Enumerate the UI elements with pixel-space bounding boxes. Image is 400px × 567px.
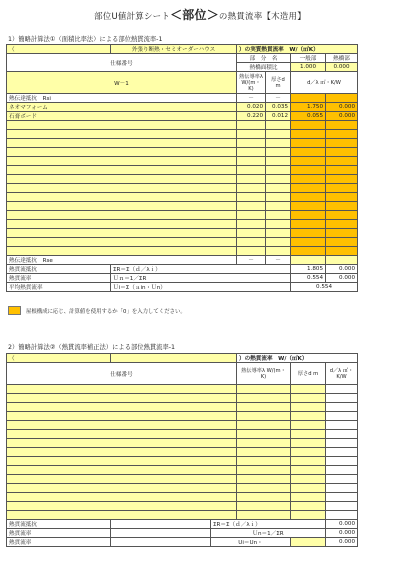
layer-row <box>7 112 358 121</box>
section2-avg-label: 熱貫流率 <box>7 538 111 547</box>
rse-dash: － <box>237 256 266 265</box>
layer-thickness[interactable]: 0.035 <box>266 103 291 112</box>
section2-row[interactable] <box>7 421 237 430</box>
section2-row[interactable] <box>7 394 237 403</box>
layer-dl-general: 0.055 <box>291 112 326 121</box>
bridge-ratio-label: 熱橋面積比 <box>237 63 291 72</box>
rsi-label: 熱伝達抵抗 Rsi <box>7 94 237 103</box>
section2-avg-value: 0.000 <box>326 538 358 547</box>
section2-row[interactable] <box>7 466 237 475</box>
section2-correction-input[interactable] <box>291 538 326 547</box>
ratio-general-value[interactable]: 1.000 <box>291 63 326 72</box>
empty-layer-row[interactable] <box>7 202 237 211</box>
empty-layer-row[interactable] <box>7 211 237 220</box>
orange-swatch <box>8 306 21 315</box>
section2-row[interactable] <box>7 511 237 520</box>
section2-spec-label: 仕様番号 <box>7 363 237 385</box>
house-type-row: （ 外張り断熱・セミオーダーハウス ）の実質熱貫流率 W/（㎡K） <box>7 45 358 54</box>
d-lambda-header: d／λ ㎡・K/W <box>291 72 358 94</box>
section2-row[interactable] <box>7 430 237 439</box>
empty-layer-row[interactable] <box>7 121 237 130</box>
layer-thickness[interactable]: 0.012 <box>266 112 291 121</box>
rsi-dash: － <box>266 94 291 103</box>
layer-name[interactable]: ネオマフォーム <box>7 103 237 112</box>
section2-u-label: ）の熱貫流率 W/（㎡K） <box>237 354 358 363</box>
section2-u-label2: 熱貫流率 <box>7 529 111 538</box>
empty-layer-row[interactable] <box>7 130 237 139</box>
u-value-formula: Ｕｎ＝1／ΣR <box>111 274 291 283</box>
resistance-bridge: 0.000 <box>326 265 358 274</box>
lambda-header: 熱伝導率λ W/(m・K) <box>237 72 266 94</box>
section2-row[interactable] <box>7 457 237 466</box>
empty-layer-row[interactable] <box>7 193 237 202</box>
rse-dash: － <box>266 256 291 265</box>
note-text: 屋根構成に応じ、計算値を使用するか「0」を入力してください。 <box>26 308 186 315</box>
section2-row[interactable] <box>7 403 237 412</box>
empty-layer-row[interactable] <box>7 157 237 166</box>
empty-layer-row[interactable] <box>7 148 237 157</box>
section2-heading: 2）簡略計算法②（熱貫流率補正法）による部位熱貫流率-1 <box>8 344 176 351</box>
avg-u-label: 平均熱貫流率 <box>7 283 111 292</box>
section2-resistance-formula: ΣR＝Σ（ｄ／λｉ） <box>211 520 326 529</box>
layer-dl-general: 1.750 <box>291 103 326 112</box>
layer-dl-bridge: 0.000 <box>326 103 358 112</box>
input-note <box>8 306 186 315</box>
layer-lambda[interactable]: 0.220 <box>237 112 266 121</box>
empty-layer-row[interactable] <box>7 184 237 193</box>
u-value-bridge: 0.000 <box>326 274 358 283</box>
section1-u-label: ）の実質熱貫流率 W/（㎡K） <box>237 45 358 54</box>
section2-thickness-header: 厚さd m <box>291 363 326 385</box>
section2-dl-header: d／λ ㎡・K/W <box>326 363 358 385</box>
empty-layer-row[interactable] <box>7 238 237 247</box>
avg-u-value: 0.554 <box>291 283 358 292</box>
resistance-formula: ΣR＝Σ（ｄ／λｉ） <box>111 265 291 274</box>
resistance-label: 熱貫流抵抗 <box>7 265 111 274</box>
spec-id[interactable]: W－1 <box>7 72 237 94</box>
section1-table <box>6 44 358 292</box>
section2-lambda-header: 熱伝導率λ W/(m・K) <box>237 363 291 385</box>
section2-row[interactable] <box>7 439 237 448</box>
ratio-bridge-value[interactable]: 0.000 <box>326 63 358 72</box>
empty-layer-row[interactable] <box>7 229 237 238</box>
rsi-dash: － <box>237 94 266 103</box>
spec-number-label: 仕様番号 <box>7 54 237 72</box>
house-type-name[interactable]: 外張り断熱・セミオーダーハウス <box>111 45 237 54</box>
section2-row[interactable] <box>7 493 237 502</box>
empty-layer-row[interactable] <box>7 220 237 229</box>
section2-row[interactable] <box>7 385 237 394</box>
layer-lambda[interactable]: 0.020 <box>237 103 266 112</box>
section1-heading: 1）簡略計算法①（面積比率法）による部位熱貫流率-1 <box>8 36 163 43</box>
u-value-general: 0.554 <box>291 274 326 283</box>
part-name-label: 部 分 名 <box>237 54 291 63</box>
rse-label: 熱伝達抵抗 Rse <box>7 256 237 265</box>
layer-row <box>7 103 358 112</box>
u-value-label: 熱貫流率 <box>7 274 111 283</box>
section2-resistance-label: 熱貫流抵抗 <box>7 520 111 529</box>
section2-u-value: 0.000 <box>326 529 358 538</box>
section2-row[interactable] <box>7 475 237 484</box>
section2-row[interactable] <box>7 412 237 421</box>
general-part-label: 一般部 <box>291 54 326 63</box>
thickness-header: 厚さd m <box>266 72 291 94</box>
page-title: 部位U値計算シート＜部位＞の熱貫流率【木造用】 <box>94 8 306 22</box>
resistance-general: 1.805 <box>291 265 326 274</box>
empty-layer-row[interactable] <box>7 175 237 184</box>
empty-layer-row[interactable] <box>7 166 237 175</box>
layer-name[interactable]: 石膏ボード <box>7 112 237 121</box>
thermal-bridge-label: 熱橋部 <box>326 54 358 63</box>
empty-layer-row[interactable] <box>7 139 237 148</box>
section2-row[interactable] <box>7 448 237 457</box>
layer-dl-bridge: 0.000 <box>326 112 358 121</box>
section2-u-formula: Ｕn＝1／ΣR <box>211 529 326 538</box>
section2-name-input[interactable] <box>111 354 237 363</box>
section2-avg-formula: Ui＝Un・ <box>211 538 291 547</box>
section2-resistance-value: 0.000 <box>326 520 358 529</box>
section2-row[interactable] <box>7 502 237 511</box>
section2-row[interactable] <box>7 484 237 493</box>
avg-u-formula: Ｕi＝Σ（ａin・Ｕn） <box>111 283 291 292</box>
empty-layer-row[interactable] <box>7 247 237 256</box>
section2-table: （ ）の熱貫流率 W/（㎡K） 仕様番号 熱伝導率λ W/(m・K) 厚さd m d／λ ㎡・K/W 熱貫流抵抗 ΣR＝Σ（ｄ／λｉ） 0.000 熱貫流率 Ｕn＝1／ΣR 0.000 熱貫流率 Ui＝Un・ 0.000 <box>6 353 358 547</box>
